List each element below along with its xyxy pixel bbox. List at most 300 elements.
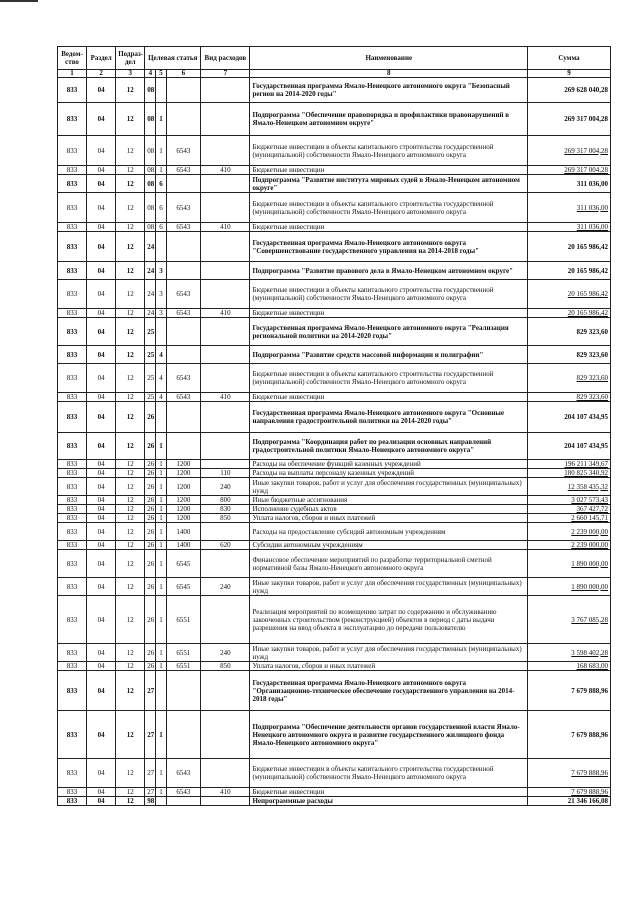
table-row <box>58 460 611 469</box>
cell-name: Исполнение судебных актов <box>250 505 528 514</box>
cell-ministry: 833 <box>58 523 87 541</box>
cell-name: Подпрограмма "Развитие института мировых судей в Ямало-Ненецком автономном округе" <box>250 175 528 193</box>
cell-section: 04 <box>87 193 116 223</box>
column-number-row <box>58 70 611 78</box>
cell-sum: 2 660 145,71 <box>528 514 611 523</box>
cell-program: 24 <box>145 262 156 280</box>
cell-subprogram: 1 <box>156 711 166 759</box>
table-row <box>58 346 611 364</box>
cell-program: 26 <box>145 644 156 662</box>
cell-sum: 1 890 000,00 <box>528 578 611 596</box>
cell-section: 04 <box>87 103 116 136</box>
cell-subsection: 12 <box>116 193 145 223</box>
cell-activity: 6543 <box>166 280 201 309</box>
cell-subsection: 12 <box>116 671 145 711</box>
cell-name: Уплата налогов, сборов и иных платежей <box>250 514 528 523</box>
cell-subprogram <box>156 402 166 433</box>
cell-subsection: 12 <box>116 280 145 309</box>
cell-activity <box>166 711 201 759</box>
cell-subsection: 12 <box>116 433 145 460</box>
cell-activity: 6543 <box>166 788 201 797</box>
cell-program: 27 <box>145 671 156 711</box>
cell-name: Бюджетные инвестиции в объекты капитального строительства государственной (муниципальной) собственности Ямало-Ненецкого автономного округа <box>250 364 528 393</box>
cell-subsection: 12 <box>116 523 145 541</box>
cell-activity: 1200 <box>166 505 201 514</box>
cell-activity: 1400 <box>166 523 201 541</box>
cell-ministry: 833 <box>58 514 87 523</box>
cell-subprogram: 1 <box>156 505 166 514</box>
cell-section: 04 <box>87 175 116 193</box>
cell-name: Финансовое обеспечение мероприятий по разработке территориальной сметной нормативной базы Ямало-Ненецкого автономного округа <box>250 550 528 578</box>
cell-expense-type <box>201 346 250 364</box>
cell-name: Бюджетные инвестиции <box>250 393 528 402</box>
cell-section: 04 <box>87 136 116 166</box>
cell-subsection: 12 <box>116 596 145 644</box>
cell-program: 26 <box>145 550 156 578</box>
cell-activity: 6543 <box>166 223 201 232</box>
table-row <box>58 505 611 514</box>
cell-subprogram: 1 <box>156 433 166 460</box>
cell-sum: 829 323,60 <box>528 346 611 364</box>
cell-subsection: 12 <box>116 402 145 433</box>
cell-section: 04 <box>87 759 116 788</box>
cell-activity: 6551 <box>166 662 201 671</box>
cell-program: 08 <box>145 136 156 166</box>
cell-subsection: 12 <box>116 309 145 318</box>
cell-name: Бюджетные инвестиции <box>250 788 528 797</box>
cell-subprogram <box>156 318 166 346</box>
cell-subprogram: 4 <box>156 364 166 393</box>
cell-section: 04 <box>87 578 116 596</box>
table-row <box>58 797 611 806</box>
table-row <box>58 759 611 788</box>
cell-program: 98 <box>145 797 156 806</box>
table-body <box>58 78 611 806</box>
cell-subprogram: 4 <box>156 393 166 402</box>
cell-subsection: 12 <box>116 346 145 364</box>
cell-subsection: 12 <box>116 262 145 280</box>
cell-sum: 2 239 000,00 <box>528 541 611 550</box>
cell-activity: 6543 <box>166 193 201 223</box>
cell-activity: 6551 <box>166 596 201 644</box>
cell-program: 26 <box>145 469 156 478</box>
cell-ministry: 833 <box>58 175 87 193</box>
cell-ministry: 833 <box>58 103 87 136</box>
table-row <box>58 193 611 223</box>
cell-section: 04 <box>87 469 116 478</box>
cell-sum: 367 427,72 <box>528 505 611 514</box>
cell-section: 04 <box>87 541 116 550</box>
table-row <box>58 262 611 280</box>
cell-subsection: 12 <box>116 797 145 806</box>
cell-sum: 180 825 340,92 <box>528 469 611 478</box>
cell-program: 24 <box>145 309 156 318</box>
table-row <box>58 309 611 318</box>
cell-subsection: 12 <box>116 364 145 393</box>
cell-expense-type <box>201 759 250 788</box>
cell-activity <box>166 232 201 262</box>
cell-expense-type <box>201 136 250 166</box>
cell-expense-type <box>201 262 250 280</box>
cell-subprogram: 1 <box>156 759 166 788</box>
cell-ministry: 833 <box>58 232 87 262</box>
cell-sum: 7 679 888,96 <box>528 788 611 797</box>
cell-sum: 3 598 402,28 <box>528 644 611 662</box>
cell-subsection: 12 <box>116 318 145 346</box>
cell-section: 04 <box>87 711 116 759</box>
cell-expense-type <box>201 280 250 309</box>
cell-activity: 6545 <box>166 550 201 578</box>
column-number: 7 <box>201 70 250 78</box>
cell-sum: 20 165 986,42 <box>528 280 611 309</box>
cell-subsection: 12 <box>116 175 145 193</box>
cell-program: 25 <box>145 393 156 402</box>
cell-subsection: 12 <box>116 514 145 523</box>
cell-ministry: 833 <box>58 596 87 644</box>
cell-expense-type <box>201 433 250 460</box>
header-ministry: Ведом-ство <box>58 47 87 70</box>
cell-section: 04 <box>87 671 116 711</box>
cell-ministry: 833 <box>58 433 87 460</box>
cell-sum: 829 323,60 <box>528 393 611 402</box>
table-row <box>58 671 611 711</box>
cell-section: 04 <box>87 393 116 402</box>
cell-expense-type: 240 <box>201 644 250 662</box>
cell-sum: 829 323,60 <box>528 364 611 393</box>
table-row <box>58 711 611 759</box>
cell-subprogram: 1 <box>156 103 166 136</box>
cell-expense-type <box>201 460 250 469</box>
cell-sum: 168 683,00 <box>528 662 611 671</box>
table-row <box>58 136 611 166</box>
table-row <box>58 280 611 309</box>
scan-edge-mark <box>0 0 38 2</box>
cell-subsection: 12 <box>116 478 145 496</box>
cell-ministry: 833 <box>58 711 87 759</box>
cell-sum: 12 358 435,32 <box>528 478 611 496</box>
cell-subprogram: 1 <box>156 496 166 505</box>
cell-section: 04 <box>87 662 116 671</box>
cell-section: 04 <box>87 523 116 541</box>
cell-name: Бюджетные инвестиции <box>250 223 528 232</box>
budget-table <box>57 46 611 806</box>
table-row <box>58 223 611 232</box>
cell-expense-type <box>201 193 250 223</box>
cell-section: 04 <box>87 280 116 309</box>
cell-section: 04 <box>87 797 116 806</box>
cell-section: 04 <box>87 505 116 514</box>
cell-subsection: 12 <box>116 223 145 232</box>
cell-ministry: 833 <box>58 662 87 671</box>
cell-expense-type: 240 <box>201 478 250 496</box>
cell-ministry: 833 <box>58 346 87 364</box>
cell-ministry: 833 <box>58 280 87 309</box>
cell-subprogram: 1 <box>156 541 166 550</box>
table-row <box>58 514 611 523</box>
cell-subsection: 12 <box>116 662 145 671</box>
cell-program: 08 <box>145 223 156 232</box>
column-number: 3 <box>116 70 145 78</box>
cell-subprogram: 1 <box>156 136 166 166</box>
cell-expense-type <box>201 103 250 136</box>
cell-ministry: 833 <box>58 166 87 175</box>
cell-expense-type <box>201 175 250 193</box>
cell-subprogram <box>156 797 166 806</box>
cell-activity: 1200 <box>166 469 201 478</box>
cell-expense-type <box>201 78 250 103</box>
table-row <box>58 433 611 460</box>
cell-name: Государственная программа Ямало-Ненецкого автономного округа "Основные направления градостроительной политики на 2014-2020 годы" <box>250 402 528 433</box>
table-row <box>58 364 611 393</box>
cell-subprogram: 1 <box>156 578 166 596</box>
cell-sum: 20 165 986,42 <box>528 309 611 318</box>
cell-activity: 6545 <box>166 578 201 596</box>
cell-name: Бюджетные инвестиции <box>250 166 528 175</box>
cell-activity: 6543 <box>166 309 201 318</box>
cell-sum: 829 323,60 <box>528 318 611 346</box>
cell-expense-type: 110 <box>201 469 250 478</box>
cell-activity: 1200 <box>166 514 201 523</box>
cell-program: 26 <box>145 460 156 469</box>
cell-subprogram: 1 <box>156 644 166 662</box>
column-number: 4 <box>145 70 156 78</box>
cell-activity <box>166 346 201 364</box>
cell-name: Реализация мероприятий по возмещению затрат по содержанию и обслуживанию законченных строительством (реконструкцией) объектов в период с даты выдачи разрешения на ввод объекта в эксплуатацию до передачи пользователю <box>250 596 528 644</box>
table-row <box>58 578 611 596</box>
cell-expense-type <box>201 402 250 433</box>
cell-subsection: 12 <box>116 460 145 469</box>
cell-subsection: 12 <box>116 469 145 478</box>
cell-program: 24 <box>145 280 156 309</box>
cell-ministry: 833 <box>58 496 87 505</box>
header-expense-type: Вид расходов <box>201 47 250 70</box>
cell-name: Уплата налогов, сборов и иных платежей <box>250 662 528 671</box>
cell-expense-type: 830 <box>201 505 250 514</box>
cell-name: Иные закупки товаров, работ и услуг для обеспечения государственных (муниципальных) нужд <box>250 578 528 596</box>
column-number: 1 <box>58 70 87 78</box>
cell-section: 04 <box>87 433 116 460</box>
cell-subprogram: 4 <box>156 346 166 364</box>
cell-section: 04 <box>87 550 116 578</box>
cell-section: 04 <box>87 262 116 280</box>
cell-ministry: 833 <box>58 644 87 662</box>
cell-subprogram: 3 <box>156 309 166 318</box>
cell-sum: 7 679 888,96 <box>528 759 611 788</box>
cell-activity <box>166 103 201 136</box>
cell-expense-type <box>201 364 250 393</box>
table-row <box>58 788 611 797</box>
cell-activity: 6543 <box>166 759 201 788</box>
cell-expense-type: 240 <box>201 578 250 596</box>
cell-expense-type: 410 <box>201 788 250 797</box>
cell-sum: 2 239 000,00 <box>528 523 611 541</box>
cell-expense-type <box>201 318 250 346</box>
cell-expense-type: 850 <box>201 514 250 523</box>
cell-name: Подпрограмма "Обеспечение правопорядка и профилактики правонарушений в Ямало-Ненецком автономном округе" <box>250 103 528 136</box>
cell-subprogram: 1 <box>156 460 166 469</box>
cell-activity: 1400 <box>166 541 201 550</box>
cell-program: 26 <box>145 496 156 505</box>
cell-ministry: 833 <box>58 578 87 596</box>
cell-ministry: 833 <box>58 550 87 578</box>
cell-name: Подпрограмма "Развитие средств массовой информации и полиграфии" <box>250 346 528 364</box>
table-row <box>58 541 611 550</box>
cell-program: 26 <box>145 478 156 496</box>
cell-expense-type: 850 <box>201 662 250 671</box>
cell-activity <box>166 262 201 280</box>
cell-name: Иные закупки товаров, работ и услуг для обеспечения государственных (муниципальных) нужд <box>250 478 528 496</box>
cell-program: 27 <box>145 711 156 759</box>
table-row <box>58 78 611 103</box>
cell-name: Бюджетные инвестиции в объекты капитального строительства государственной (муниципальной) собственности Ямало-Ненецкого автономного округа <box>250 280 528 309</box>
header-name: Наименование <box>250 47 528 70</box>
cell-section: 04 <box>87 166 116 175</box>
cell-activity <box>166 797 201 806</box>
cell-name: Бюджетные инвестиции <box>250 309 528 318</box>
cell-ministry: 833 <box>58 78 87 103</box>
cell-section: 04 <box>87 402 116 433</box>
cell-subprogram: 6 <box>156 223 166 232</box>
cell-name: Расходы на выплаты персоналу казенных учреждений <box>250 469 528 478</box>
cell-subprogram: 1 <box>156 550 166 578</box>
cell-expense-type: 800 <box>201 496 250 505</box>
cell-section: 04 <box>87 788 116 797</box>
cell-sum: 7 679 888,96 <box>528 711 611 759</box>
cell-program: 26 <box>145 402 156 433</box>
cell-subsection: 12 <box>116 759 145 788</box>
cell-expense-type <box>201 797 250 806</box>
cell-subprogram <box>156 232 166 262</box>
column-number: 8 <box>250 70 528 78</box>
table-row <box>58 103 611 136</box>
cell-program: 08 <box>145 193 156 223</box>
cell-name: Государственная программа Ямало-Ненецкого автономного округа "Реализация региональной политики на 2014-2020 годы" <box>250 318 528 346</box>
cell-ministry: 833 <box>58 469 87 478</box>
header-sum: Сумма <box>528 47 611 70</box>
cell-sum: 269 317 004,28 <box>528 103 611 136</box>
cell-name: Иные бюджетные ассигнования <box>250 496 528 505</box>
cell-ministry: 833 <box>58 393 87 402</box>
cell-program: 25 <box>145 364 156 393</box>
cell-subprogram <box>156 78 166 103</box>
cell-activity: 6543 <box>166 393 201 402</box>
cell-section: 04 <box>87 514 116 523</box>
cell-ministry: 833 <box>58 136 87 166</box>
table-row <box>58 175 611 193</box>
cell-subprogram: 1 <box>156 514 166 523</box>
cell-activity: 6543 <box>166 136 201 166</box>
cell-subprogram: 1 <box>156 166 166 175</box>
cell-program: 26 <box>145 523 156 541</box>
cell-sum: 269 317 004,28 <box>528 136 611 166</box>
cell-section: 04 <box>87 644 116 662</box>
cell-sum: 7 679 888,96 <box>528 671 611 711</box>
cell-activity: 1200 <box>166 478 201 496</box>
cell-sum: 20 165 986,42 <box>528 232 611 262</box>
cell-activity <box>166 402 201 433</box>
cell-activity: 1200 <box>166 496 201 505</box>
header-section: Раздел <box>87 47 116 70</box>
cell-ministry: 833 <box>58 797 87 806</box>
cell-section: 04 <box>87 596 116 644</box>
cell-section: 04 <box>87 460 116 469</box>
cell-expense-type <box>201 711 250 759</box>
cell-section: 04 <box>87 364 116 393</box>
table-row <box>58 644 611 662</box>
cell-ministry: 833 <box>58 402 87 433</box>
table-row <box>58 496 611 505</box>
cell-ministry: 833 <box>58 505 87 514</box>
cell-program: 26 <box>145 505 156 514</box>
cell-program: 26 <box>145 662 156 671</box>
cell-expense-type <box>201 671 250 711</box>
cell-subsection: 12 <box>116 166 145 175</box>
cell-expense-type <box>201 232 250 262</box>
column-number: 5 <box>156 70 166 78</box>
column-number: 6 <box>166 70 201 78</box>
cell-ministry: 833 <box>58 193 87 223</box>
cell-program: 24 <box>145 232 156 262</box>
cell-name: Субсидии автономным учреждениям <box>250 541 528 550</box>
cell-subprogram: 1 <box>156 469 166 478</box>
cell-activity <box>166 318 201 346</box>
cell-subprogram: 6 <box>156 193 166 223</box>
cell-sum: 269 317 004,28 <box>528 166 611 175</box>
cell-name: Иные закупки товаров, работ и услуг для обеспечения государственных (муниципальных) нужд <box>250 644 528 662</box>
cell-ministry: 833 <box>58 478 87 496</box>
cell-expense-type: 620 <box>201 541 250 550</box>
cell-name: Бюджетные инвестиции в объекты капитального строительства государственной (муниципальной) собственности Ямало-Ненецкого автономного округа <box>250 136 528 166</box>
cell-program: 08 <box>145 78 156 103</box>
cell-section: 04 <box>87 232 116 262</box>
cell-section: 04 <box>87 78 116 103</box>
cell-ministry: 833 <box>58 309 87 318</box>
cell-activity <box>166 175 201 193</box>
cell-subprogram: 3 <box>156 280 166 309</box>
cell-program: 26 <box>145 514 156 523</box>
cell-expense-type <box>201 550 250 578</box>
cell-ministry: 833 <box>58 541 87 550</box>
cell-activity: 1200 <box>166 460 201 469</box>
cell-ministry: 833 <box>58 262 87 280</box>
table-row <box>58 166 611 175</box>
cell-sum: 311 036,00 <box>528 175 611 193</box>
cell-name: Расходы на обеспечение функций казенных учреждений <box>250 460 528 469</box>
cell-subprogram <box>156 671 166 711</box>
cell-name: Государственная программа Ямало-Ненецкого автономного округа "Безопасный регион на 2014-2020 годы" <box>250 78 528 103</box>
cell-subsection: 12 <box>116 103 145 136</box>
cell-subprogram: 6 <box>156 175 166 193</box>
cell-expense-type <box>201 596 250 644</box>
table-row <box>58 596 611 644</box>
cell-sum: 311 036,00 <box>528 223 611 232</box>
cell-sum: 204 107 434,95 <box>528 402 611 433</box>
table-row <box>58 232 611 262</box>
cell-activity <box>166 671 201 711</box>
cell-ministry: 833 <box>58 788 87 797</box>
cell-name: Непрограммные расходы <box>250 797 528 806</box>
cell-expense-type: 410 <box>201 309 250 318</box>
cell-ministry: 833 <box>58 223 87 232</box>
cell-name: Подпрограмма "Координация работ по реализации основных направлений градостроительной политики Ямало-Ненецкого автономного округа" <box>250 433 528 460</box>
cell-sum: 3 027 573,43 <box>528 496 611 505</box>
cell-name: Бюджетные инвестиции в объекты капитального строительства государственной (муниципальной) собственности Ямало-Ненецкого автономного округа <box>250 193 528 223</box>
cell-program: 08 <box>145 175 156 193</box>
cell-subsection: 12 <box>116 393 145 402</box>
table-row <box>58 550 611 578</box>
cell-name: Подпрограмма "Развитие правового дела в Ямало-Ненецком автономном округе" <box>250 262 528 280</box>
cell-expense-type: 410 <box>201 223 250 232</box>
